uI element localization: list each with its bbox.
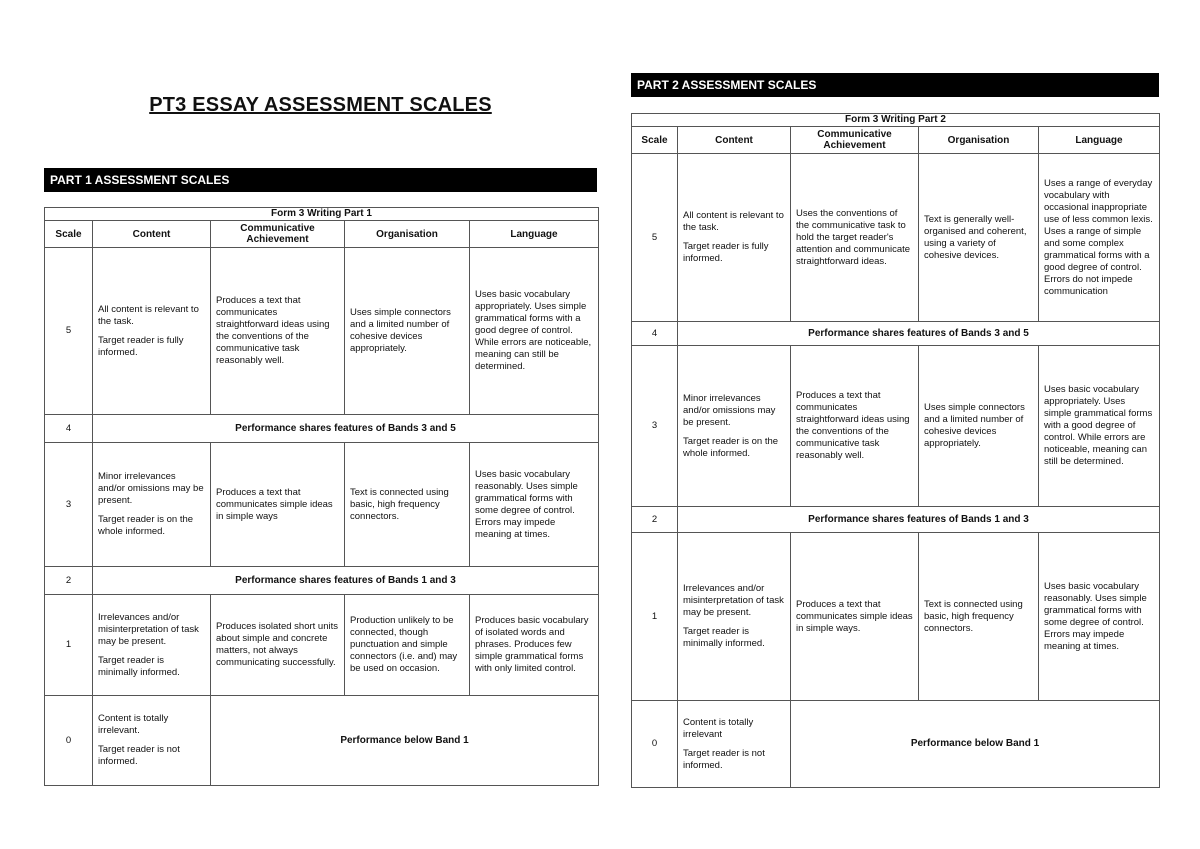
content-cell (93, 443, 211, 567)
band-shared-features: Performance shares features of Bands 3 and 5 (678, 322, 1160, 346)
organisation-cell: Text is connected using basic, high frequency connectors. (919, 533, 1039, 701)
scale-value: 1 (632, 533, 678, 701)
content-cell (678, 154, 791, 322)
header-communicative-achievement: Communicative Achievement (791, 127, 919, 154)
content-reader: Target reader is minimally informed. (98, 654, 180, 678)
part1-assessment-table (44, 207, 599, 786)
scale-value: 4 (45, 415, 93, 443)
organisation-cell: Uses simple connectors and a limited number of cohesive devices appropriately. (345, 248, 470, 415)
communicative-cell: Produces a text that communicates simple ideas in simple ways (211, 443, 345, 567)
content-relevance: Irrelevances and/or misinterpretation of task may be present. (98, 611, 199, 647)
scale-value: 0 (45, 696, 93, 786)
content-cell (678, 701, 791, 788)
content-relevance: Minor irrelevances and/or omissions may be present. (683, 392, 776, 428)
language-cell: Uses basic vocabulary reasonably. Uses simple grammatical forms with some degree of control. Errors may impede meaning at times. (470, 443, 599, 567)
content-reader: Target reader is not informed. (683, 747, 765, 771)
table-row (45, 443, 599, 567)
band-below-1: Performance below Band 1 (211, 696, 599, 786)
header-language: Language (470, 221, 599, 248)
band-shared-features: Performance shares features of Bands 3 and 5 (93, 415, 599, 443)
communicative-cell: Produces a text that communicates straightforward ideas using the conventions of the communicative task reasonably well. (791, 346, 919, 507)
table-row (632, 154, 1160, 322)
language-cell: Uses basic vocabulary appropriately. Uses simple grammatical forms with a good degree of control. While errors are noticeable, meaning can still be determined. (1039, 346, 1160, 507)
table-row (632, 346, 1160, 507)
header-content: Content (93, 221, 211, 248)
communicative-cell: Produces a text that communicates simple ideas in simple ways. (791, 533, 919, 701)
table-row (45, 248, 599, 415)
content-relevance: Content is totally irrelevant. (98, 713, 169, 736)
content-relevance: Minor irrelevances and/or omissions may be present. (98, 471, 204, 506)
content-relevance: All content is relevant to the task. (98, 303, 199, 327)
part1-title-bar: PART 1 ASSESSMENT SCALES (44, 168, 597, 192)
band-shared-features: Performance shares features of Bands 1 and 3 (678, 507, 1160, 533)
header-scale: Scale (632, 127, 678, 154)
content-reader: Target reader is on the whole informed. (683, 435, 779, 459)
table-row (632, 533, 1160, 701)
part2-title-bar: PART 2 ASSESSMENT SCALES (631, 73, 1159, 97)
content-cell (678, 533, 791, 701)
scale-value: 3 (45, 443, 93, 567)
content-cell (93, 595, 211, 696)
content-cell (678, 346, 791, 507)
language-cell: Uses a range of everyday vocabulary with occasional inappropriate use of less common lexis. Uses a range of simple and some complex grammatical forms with a good degree of control. Errors do not impede communication (1039, 154, 1160, 322)
header-communicative-achievement: Communicative Achievement (211, 221, 345, 248)
table-row (45, 595, 599, 696)
communicative-cell: Produces isolated short units about simple and concrete matters, not always communicating successfully. (211, 595, 345, 696)
table-row (45, 415, 599, 443)
scale-value: 3 (632, 346, 678, 507)
band-shared-features: Performance shares features of Bands 1 and 3 (93, 567, 599, 595)
table-row (45, 567, 599, 595)
header-scale: Scale (45, 221, 93, 248)
document-title: PT3 ESSAY ASSESSMENT SCALES (149, 94, 492, 116)
communicative-cell: Uses the conventions of the communicative task to hold the target reader's attention and communicate straightforward ideas. (791, 154, 919, 322)
table-row (632, 322, 1160, 346)
content-cell (93, 248, 211, 415)
content-reader: Target reader is not informed. (98, 744, 180, 767)
language-cell: Produces basic vocabulary of isolated words and phrases. Produces few simple grammatical forms with only limited control. (470, 595, 599, 696)
content-cell (93, 696, 211, 786)
scale-value: 4 (632, 322, 678, 346)
header-content: Content (678, 127, 791, 154)
content-reader: Target reader is fully informed. (98, 334, 184, 358)
scale-value: 0 (632, 701, 678, 788)
scale-value: 2 (45, 567, 93, 595)
scale-value: 5 (632, 154, 678, 322)
content-reader: Target reader is on the whole informed. (98, 514, 194, 537)
organisation-cell: Text is connected using basic, high frequency connectors. (345, 443, 470, 567)
table-row (45, 696, 599, 786)
part1-table-caption: Form 3 Writing Part 1 (45, 208, 599, 221)
scale-value: 5 (45, 248, 93, 415)
organisation-cell: Text is generally well-organised and coherent, using a variety of cohesive devices. (919, 154, 1039, 322)
scale-value: 2 (632, 507, 678, 533)
content-relevance: All content is relevant to the task. (683, 210, 784, 233)
header-organisation: Organisation (919, 127, 1039, 154)
part2-table-caption: Form 3 Writing Part 2 (632, 114, 1160, 127)
band-below-1: Performance below Band 1 (791, 701, 1160, 788)
content-reader: Target reader is fully informed. (683, 241, 769, 264)
content-relevance: Content is totally irrelevant (683, 716, 754, 740)
scale-value: 1 (45, 595, 93, 696)
table-row (632, 701, 1160, 788)
language-cell: Uses basic vocabulary appropriately. Uses simple grammatical forms with a good degree of control. While errors are noticeable, meaning can still be determined. (470, 248, 599, 415)
content-relevance: Irrelevances and/or misinterpretation of task may be present. (683, 583, 784, 618)
table-row (632, 507, 1160, 533)
header-language: Language (1039, 127, 1160, 154)
organisation-cell: Uses simple connectors and a limited number of cohesive devices appropriately. (919, 346, 1039, 507)
content-reader: Target reader is minimally informed. (683, 626, 765, 649)
language-cell: Uses basic vocabulary reasonably. Uses simple grammatical forms with some degree of control. Errors may impede meaning at times. (1039, 533, 1160, 701)
header-organisation: Organisation (345, 221, 470, 248)
part2-assessment-table (631, 113, 1160, 788)
communicative-cell: Produces a text that communicates straightforward ideas using the conventions of the communicative task reasonably well. (211, 248, 345, 415)
organisation-cell: Production unlikely to be connected, though punctuation and simple connectors (i.e. and) may be used on occasion. (345, 595, 470, 696)
